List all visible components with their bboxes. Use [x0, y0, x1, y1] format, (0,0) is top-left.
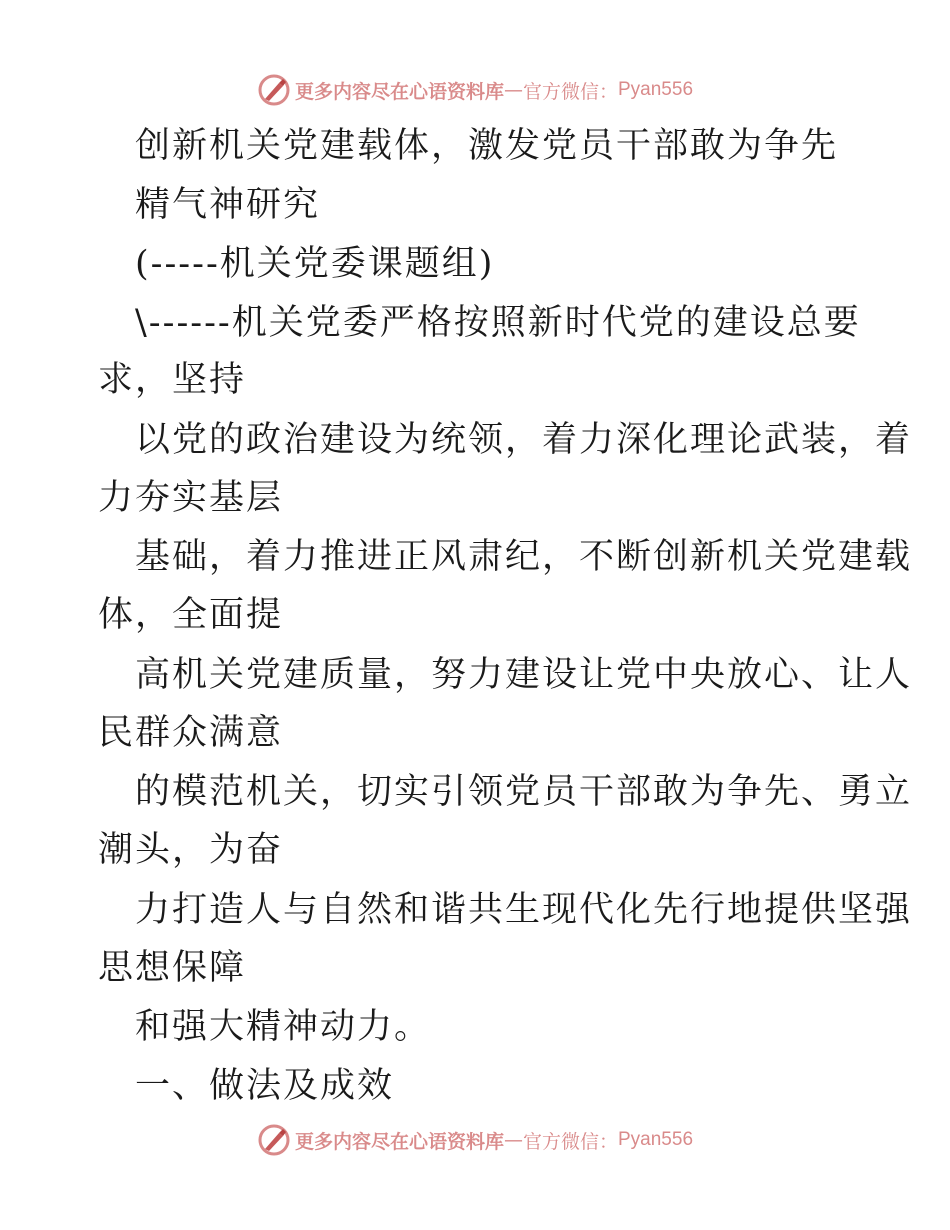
doc-title-line-1: 创新机关党建载体，激发党员干部敢为争先 [135, 126, 839, 166]
doc-author-line: (-----机关党委课题组) [135, 244, 495, 284]
paragraph-line: 力打造人与自然和谐共生现代化先行地提供坚强 [135, 890, 913, 930]
pen-logo-icon [257, 73, 291, 107]
paragraph-line: 基础，着力推进正风肃纪，不断创新机关党建载 [135, 537, 913, 577]
paragraph-line: 的模范机关，切实引领党员干部敢为争先、勇立 [135, 772, 913, 812]
watermark-separator: — [503, 1129, 523, 1151]
paragraph-line: 潮头，为奋 [98, 830, 284, 870]
paragraph-line: 求，坚持 [98, 360, 247, 400]
watermark-separator: — [503, 79, 523, 101]
paragraph-line: \------机关党委严格按照新时代党的建设总要 [135, 303, 861, 343]
doc-title-line-2: 精气神研究 [135, 185, 321, 225]
paragraph-line: 力夯实基层 [98, 478, 284, 518]
watermark-banner-bottom [0, 1120, 950, 1160]
watermark-label: 官方微信： [522, 1130, 618, 1153]
paragraph-line: 民群众满意 [98, 713, 284, 753]
pen-logo-icon [257, 1123, 291, 1157]
paragraph-line: 思想保障 [98, 948, 247, 988]
section-heading: 一、做法及成效 [135, 1066, 395, 1106]
watermark-main-text: 更多内容尽在心语资料库 [294, 1130, 504, 1153]
watermark-label: 官方微信： [522, 80, 618, 103]
watermark-id: Pyan556 [618, 1129, 694, 1150]
paragraph-line: 高机关党建质量，努力建设让党中央放心、让人 [135, 655, 913, 695]
paragraph-line: 体，全面提 [98, 595, 284, 635]
watermark-banner-top [0, 70, 950, 110]
watermark-id: Pyan556 [618, 79, 694, 100]
paragraph-line: 以党的政治建设为统领，着力深化理论武装，着 [135, 420, 913, 460]
watermark-main-text: 更多内容尽在心语资料库 [294, 80, 504, 103]
paragraph-line: 和强大精神动力。 [135, 1007, 432, 1047]
